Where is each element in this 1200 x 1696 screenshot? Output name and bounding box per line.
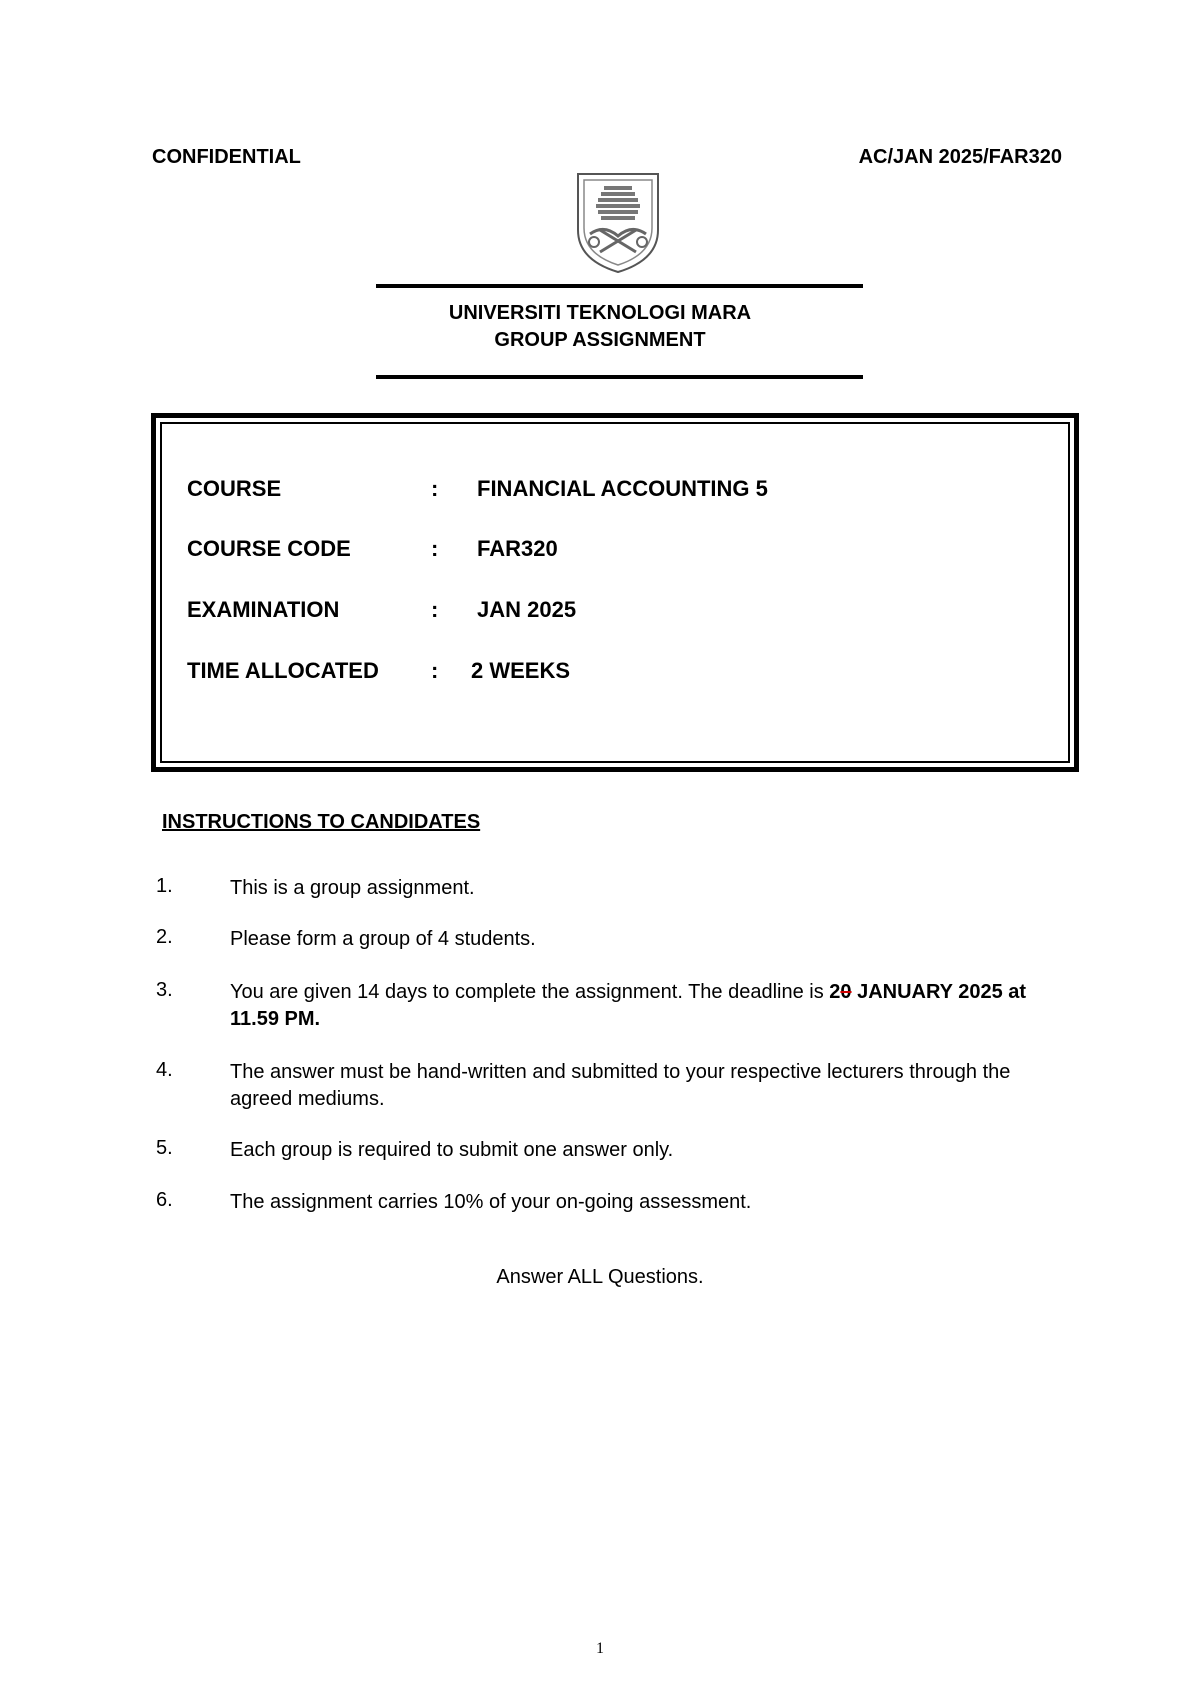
instruction-text: The assignment carries 10% of your on-going assessment.	[230, 1191, 752, 1213]
title-top-rule	[376, 284, 863, 288]
instruction-number: 3.	[156, 979, 173, 1001]
university-name: UNIVERSITI TEKNOLOGI MARA	[448, 302, 752, 324]
instruction-number: 2.	[156, 926, 173, 948]
examination-label: EXAMINATION	[187, 597, 340, 622]
instruction-text: This is a group assignment.	[230, 877, 475, 899]
instruction-text: Each group is required to submit one answer only.	[230, 1139, 674, 1161]
instruction-text: Please form a group of 4 students.	[230, 928, 536, 950]
page-number: 1	[596, 1640, 604, 1657]
instruction-number: 4.	[156, 1059, 173, 1081]
examination-colon: :	[431, 597, 439, 622]
answer-all-note: Answer ALL Questions.	[496, 1266, 704, 1288]
course-colon: :	[431, 476, 439, 501]
document-code: AC/JAN 2025/FAR320	[858, 146, 1062, 168]
instruction-text-deadline	[230, 979, 1060, 1033]
instruction-text: The answer must be hand-written and submitted to your respective lecturers through the agreed mediums.	[230, 1061, 1011, 1110]
course-code-colon: :	[431, 536, 439, 561]
time-allocated-colon: :	[431, 658, 439, 683]
instruction-number: 6.	[156, 1189, 173, 1211]
deadline-lead-text: You are given 14 days to complete the assignment. The deadline is	[230, 981, 830, 1003]
course-code-label: COURSE CODE	[187, 536, 351, 561]
course-value: FINANCIAL ACCOUNTING 5	[477, 476, 768, 501]
time-allocated-value: 2 WEEKS	[471, 658, 571, 683]
uitm-crest-icon	[574, 172, 662, 274]
examination-value: JAN 2025	[477, 597, 577, 622]
deadline-date-digit: 2	[829, 981, 841, 1003]
deadline-date-rest: JANUARY 2025 at 11.59 PM.	[230, 981, 1027, 1030]
instructions-heading: INSTRUCTIONS TO CANDIDATES	[162, 811, 481, 833]
course-info-box-inner	[160, 422, 1070, 763]
deadline-date-struck-digit: 0	[840, 981, 852, 1003]
instruction-number: 5.	[156, 1137, 173, 1159]
instruction-number: 1.	[156, 875, 173, 897]
time-allocated-label: TIME ALLOCATED	[187, 658, 379, 683]
course-label: COURSE	[187, 476, 282, 501]
confidential-label: CONFIDENTIAL	[152, 146, 301, 168]
assignment-type: GROUP ASSIGNMENT	[494, 329, 706, 351]
course-code-value: FAR320	[477, 536, 558, 561]
title-bottom-rule	[376, 375, 863, 379]
